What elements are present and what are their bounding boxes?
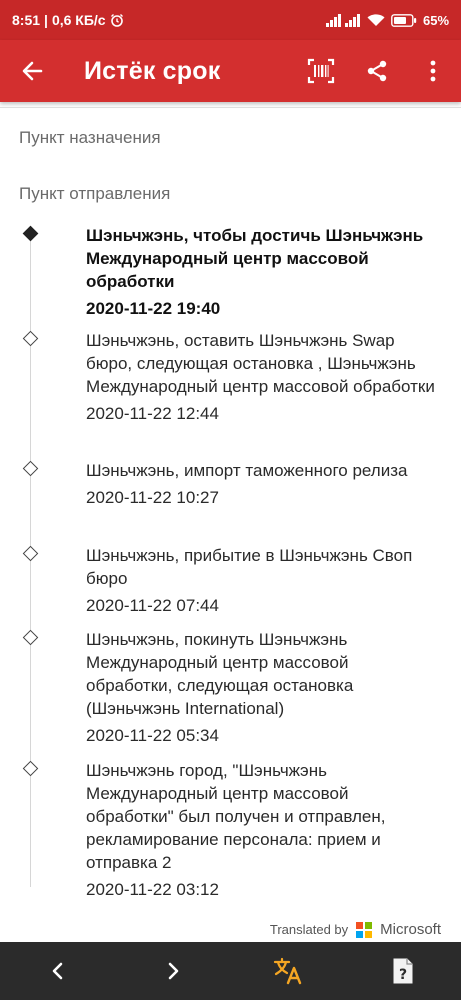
event-text: Шэньчжэнь, прибытие в Шэньчжэнь Своп бюро — [86, 546, 413, 588]
help-icon — [391, 957, 415, 985]
help-button[interactable] — [375, 942, 431, 1000]
next-button[interactable] — [145, 942, 201, 1000]
event-text: Шэньчжэнь город, "Шэньчжэнь Международный центр массовой обработки" был получен и отправлен, рекламирование персонала: прием и отправка 2 — [86, 761, 386, 872]
alarm-icon — [110, 13, 124, 27]
microsoft-brand: Microsoft — [380, 921, 441, 938]
svg-text:?: ? — [398, 967, 408, 983]
chevron-right-icon — [166, 961, 180, 981]
status-bar — [0, 0, 461, 40]
divider — [0, 107, 461, 108]
destination-label: Пункт назначения — [19, 128, 161, 147]
share-icon — [365, 59, 389, 83]
timeline-event — [86, 544, 436, 617]
prev-button[interactable] — [30, 942, 86, 1000]
event-time: 2020-11-22 03:12 — [86, 880, 219, 899]
event-text: Шэньчжэнь, покинуть Шэньчжэнь Международный центр массовой обработки, следующая остановка (Шэньчжэнь International) — [86, 630, 354, 718]
bottom-toolbar — [0, 942, 461, 1000]
event-text: Шэньчжэнь, импорт таможенного релиза — [86, 461, 408, 480]
status-net-speed: 0,6 КБ/с — [51, 12, 106, 28]
more-vert-icon — [430, 60, 436, 82]
timeline-event — [86, 759, 436, 901]
translator-attribution — [270, 921, 441, 938]
timeline-event — [86, 329, 436, 425]
more-button[interactable] — [405, 40, 461, 102]
wifi-icon — [367, 13, 385, 27]
timeline-event — [86, 459, 436, 509]
event-time: 2020-11-22 12:44 — [86, 404, 219, 423]
app-bar — [0, 40, 461, 102]
status-separator: | — [44, 12, 48, 28]
event-text: Шэньчжэнь, оставить Шэньчжэнь Swap бюро, следующая остановка , Шэньчжэнь Международный центр массовой обработки — [86, 331, 435, 396]
chevron-left-icon — [51, 961, 65, 981]
timeline-dot — [23, 546, 39, 562]
status-right — [325, 13, 449, 28]
signal-icon — [325, 13, 361, 27]
translated-by-label: Translated by — [269, 922, 349, 937]
share-button[interactable] — [349, 40, 405, 102]
timeline-dot — [23, 331, 39, 347]
scan-button[interactable] — [293, 40, 349, 102]
timeline-dot — [23, 461, 39, 477]
tracking-content[interactable] — [0, 102, 461, 942]
arrow-left-icon — [21, 60, 43, 82]
barcode-scan-icon — [307, 58, 335, 84]
back-button[interactable] — [0, 40, 64, 102]
status-left — [12, 12, 124, 28]
event-time: 2020-11-22 07:44 — [86, 596, 219, 615]
event-time: 2020-11-22 05:34 — [86, 726, 219, 745]
timeline-dot — [23, 761, 39, 777]
page-title: Истёк срок — [84, 56, 221, 85]
microsoft-logo-icon — [356, 922, 372, 938]
status-time: 8:51 — [12, 12, 41, 28]
translate-icon — [273, 957, 303, 985]
event-text: Шэньчжэнь, чтобы достичь Шэньчжэнь Международный центр массовой обработки — [86, 226, 424, 291]
event-time: 2020-11-22 19:40 — [86, 299, 221, 318]
event-time: 2020-11-22 10:27 — [86, 488, 219, 507]
battery-icon — [391, 14, 417, 27]
translate-button[interactable] — [260, 942, 316, 1000]
origin-label: Пункт отправления — [19, 184, 171, 203]
timeline-dot — [23, 630, 39, 646]
timeline-dot-active — [23, 226, 39, 242]
timeline-event — [86, 628, 436, 747]
battery-percent: 65% — [422, 12, 449, 28]
timeline-event — [86, 224, 436, 320]
